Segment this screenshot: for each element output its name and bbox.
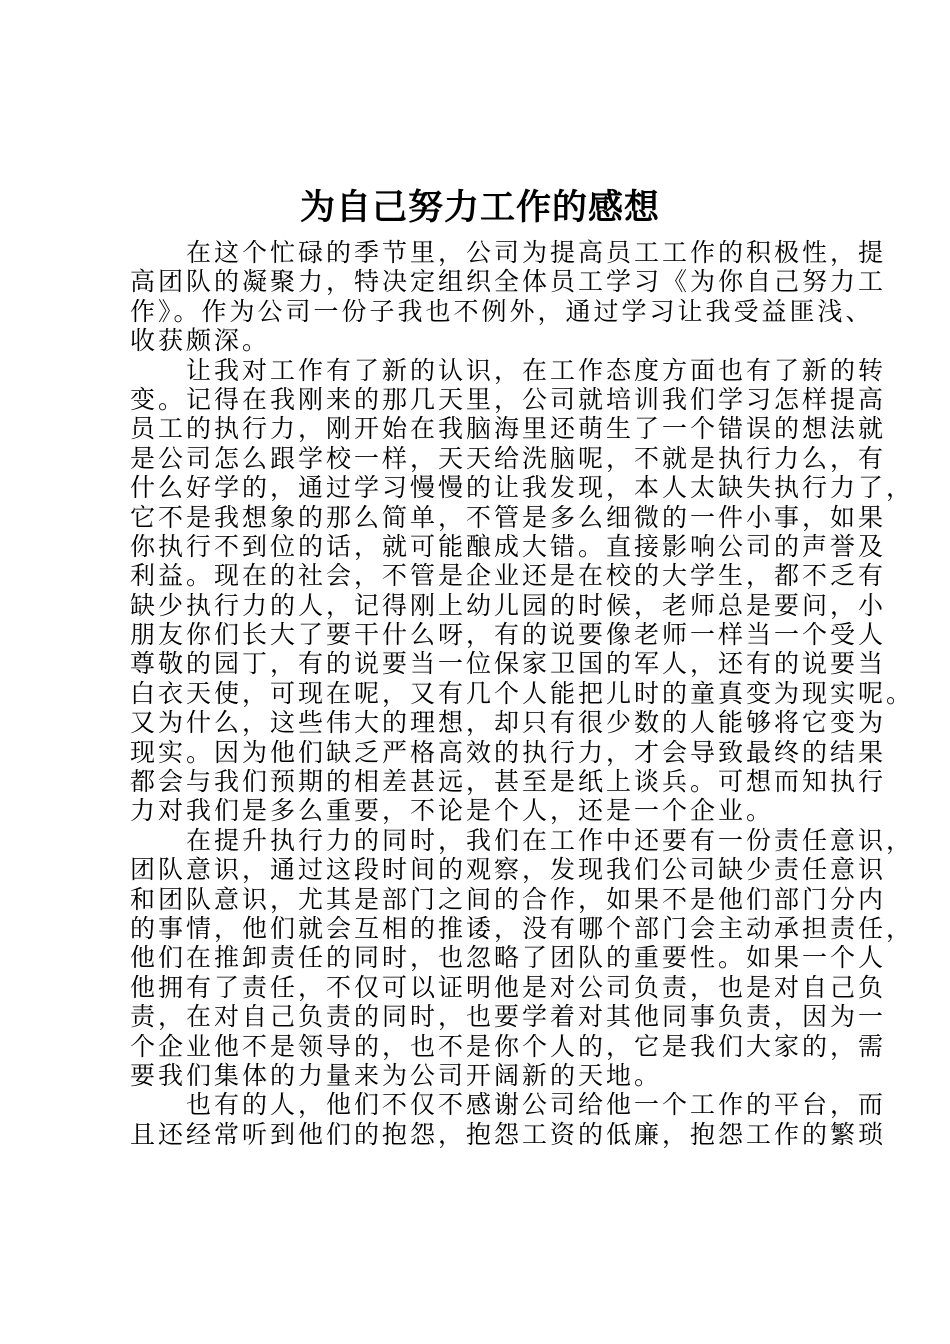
text-line: 都会与我们预期的相差甚远，甚至是纸上谈兵。可想而知执行 xyxy=(130,767,887,797)
text-line: 是公司怎么跟学校一样，天天给洗脑呢，不就是执行力么，有 xyxy=(130,443,887,473)
paragraph xyxy=(130,355,915,826)
text-line: 高团队的凝聚力，特决定组织全体员工学习《为你自己努力工 xyxy=(130,267,887,297)
text-line: 收获颇深。 xyxy=(130,326,271,356)
paragraph xyxy=(130,1090,887,1149)
text-line: 也有的人，他们不仅不感谢公司给他一个工作的平台，而 xyxy=(186,1090,887,1120)
text-line: 缺少执行力的人，记得刚上幼儿园的时候，老师总是要问，小 xyxy=(130,590,887,620)
text-line: 责，在对自己负责的同时，也要学着对其他同事负责，因为一 xyxy=(130,1002,887,1032)
text-line: 尊敬的园丁，有的说要当一位保家卫国的军人，还有的说要当 xyxy=(130,649,887,679)
text-line: 的事情，他们就会互相的推诿，没有哪个部门会主动承担责任， xyxy=(130,913,915,943)
text-line: 你执行不到位的话，就可能酿成大错。直接影响公司的声誉及 xyxy=(130,531,887,561)
paragraph xyxy=(130,825,915,1091)
text-line: 它不是我想象的那么简单，不管是多么细微的一件小事，如果 xyxy=(130,502,887,532)
text-line: 让我对工作有了新的认识，在工作态度方面也有了新的转 xyxy=(186,355,887,385)
paragraph xyxy=(130,238,887,356)
text-line: 在这个忙碌的季节里，公司为提高员工工作的积极性，提 xyxy=(186,238,887,267)
text-line: 在提升执行力的同时，我们在工作中还要有一份责任意识， xyxy=(186,825,915,855)
text-line: 力对我们是多么重要，不论是个人，还是一个企业。 xyxy=(130,796,775,826)
text-line: 团队意识，通过这段时间的观察，发现我们公司缺少责任意识 xyxy=(130,855,887,885)
text-line: 且还经常听到他们的抱怨，抱怨工资的低廉，抱怨工作的繁琐 xyxy=(130,1119,887,1149)
text-line: 利益。现在的社会，不管是企业还是在校的大学生，都不乏有 xyxy=(130,561,887,591)
text-line: 白衣天使，可现在呢，又有几个人能把儿时的童真变为现实呢。 xyxy=(130,678,915,708)
document-title: 为自己努力工作的感想 xyxy=(299,188,660,228)
text-line: 变。记得在我刚来的那几天里，公司就培训我们学习怎样提高 xyxy=(130,384,887,414)
text-line: 他们在推卸责任的同时，也忽略了团队的重要性。如果一个人 xyxy=(130,943,887,973)
text-line: 他拥有了责任，不仅可以证明他是对公司负责，也是对自己负 xyxy=(130,972,887,1002)
text-line: 要我们集体的力量来为公司开阔新的天地。 xyxy=(130,1060,663,1090)
text-line: 什么好学的，通过学习慢慢的让我发现，本人太缺失执行力了， xyxy=(130,473,915,503)
text-line: 现实。因为他们缺乏严格高效的执行力，才会导致最终的结果 xyxy=(130,737,887,767)
text-line: 个企业他不是领导的，也不是你个人的，它是我们大家的，需 xyxy=(130,1031,887,1061)
text-line: 又为什么，这些伟大的理想，却只有很少数的人能够将它变为 xyxy=(130,708,887,738)
text-line: 和团队意识，尤其是部门之间的合作，如果不是他们部门分内 xyxy=(130,884,887,914)
document-body xyxy=(130,238,915,1149)
text-line: 朋友你们长大了要干什么呀，有的说要像老师一样当一个受人 xyxy=(130,620,887,650)
text-line: 作》。作为公司一份子我也不例外，通过学习让我受益匪浅、 xyxy=(130,296,874,326)
text-line: 员工的执行力，刚开始在我脑海里还萌生了一个错误的想法就 xyxy=(130,414,887,444)
